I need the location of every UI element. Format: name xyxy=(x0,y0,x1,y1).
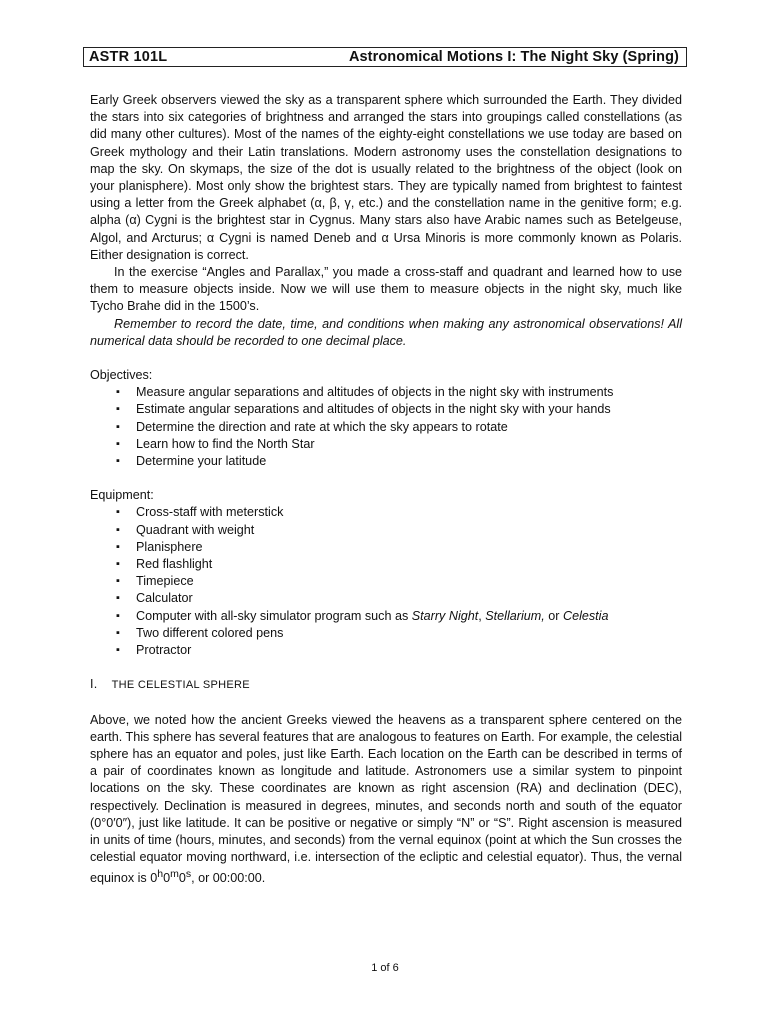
computer-text: Computer with all-sky simulator program such as xyxy=(136,608,412,623)
page-header xyxy=(83,47,687,67)
equipment-item-computer xyxy=(116,608,682,625)
equipment-item: ▪ Planisphere xyxy=(116,539,682,556)
section-number: I. xyxy=(90,677,98,692)
app-starry-night: Starry Night xyxy=(411,608,479,623)
lab-title: Astronomical Motions I: The Night Sky (Spring) xyxy=(348,49,679,65)
equipment-item: ▪ Two different colored pens xyxy=(116,625,682,642)
equipment-item: ▪ Protractor xyxy=(116,642,682,659)
section-title: THE CELESTIAL SPHERE xyxy=(111,679,250,692)
page-number: 1 of 6 xyxy=(371,962,399,974)
separator: , xyxy=(478,608,486,623)
section1-text: Above, we noted how the ancient Greeks viewed the heavens as a transparent sphere centered on the earth. This sphere has several features that are analogous to features on Earth. For example, the celestial sphere has an equator and poles, just like Earth. Each location on the Earth can be described in terms of a pair of coordinates known as longitude and latitude. Astronomers use a similar system to pinpoint locations on the sky. These coordinates are known as right ascension (RA) and declination (DEC), respectively. Declination is measured in degrees, minutes, and seconds north and south of the equator (0°0′0″), just like latitude. It can be positive or negative or simply “N” or “S”. Right ascension is measured in units of time (hours, minutes, and seconds) from the vernal equinox (point at which the Sun crosses the celestial equator moving northward, i.e. intersection of the ecliptic and celestial equator). Thus, the vernal equinox is 0 xyxy=(90,712,682,886)
section-heading xyxy=(90,676,682,694)
course-code: ASTR 101L xyxy=(89,49,168,65)
equipment-heading: Equipment: xyxy=(90,488,154,503)
page-content xyxy=(90,92,682,888)
objectives-list xyxy=(90,384,682,470)
zero-minutes: 0 xyxy=(163,871,171,886)
equipment-item: ▪ Cross-staff with meterstick xyxy=(116,504,682,521)
objective-item: ▪ Measure angular separations and altitudes of objects in the night sky with instruments xyxy=(116,384,682,401)
objective-item: ▪ Determine your latitude xyxy=(116,453,682,470)
equipment-item: ▪ Timepiece xyxy=(116,573,682,590)
objective-item: ▪ Learn how to find the North Star xyxy=(116,436,682,453)
equipment-item: ▪ Red flashlight xyxy=(116,556,682,573)
sup-seconds: s xyxy=(185,868,192,881)
intro-paragraph-2: In the exercise “Angles and Parallax,” you made a cross-staff and quadrant and learned how to use them to measure objects inside. Now we will use them to measure objects in the night sky, much like Tycho Brahe did in the 1500’s. xyxy=(90,265,682,314)
objective-item: ▪ Determine the direction and rate at which the sky appears to rotate xyxy=(116,419,682,436)
separator: or xyxy=(544,608,563,623)
equipment-list xyxy=(90,504,682,659)
intro-paragraph-1: Early Greek observers viewed the sky as a transparent sphere which surrounded the Earth. They divided the stars into six categories of brightness and arranged the stars into groupings called constellations (as did many other cultures). Most of the names of the eighty-eight constellations we use today are based on Greek mythology and their Latin translations. Modern astronomy uses the constellation designations to map the sky. On skymaps, the size of the dot is usually related to the brightness of the object (look on your planisphere). Most only show the brightest stars. They are typically named from brightest to faintest using a letter from the Greek alphabet (α, β, γ, etc.) and the constellation name in the genitive form; e.g. alpha (α) Cygni is the brightest star in Cygnus. Many stars also have Arabic names such as Betelgeuse, Algol, and Arcturus; α Cygni is named Deneb and α Ursa Minoris is more commonly known as Polaris. Either designation is correct. xyxy=(90,93,682,262)
equipment-item: ▪ Quadrant with weight xyxy=(116,522,682,539)
objectives-heading: Objectives: xyxy=(90,368,153,383)
equipment-item: ▪ Calculator xyxy=(116,590,682,607)
section1-end: , or 00:00:00. xyxy=(191,871,266,886)
sup-hours: h xyxy=(157,868,164,881)
reminder-note: Remember to record the date, time, and conditions when making any astronomical observations! All numerical data should be recorded to one decimal place. xyxy=(90,316,682,348)
section1-body xyxy=(90,712,682,888)
sup-minutes: m xyxy=(170,868,179,881)
app-celestia: Celestia xyxy=(562,608,609,623)
app-stellarium: Stellarium, xyxy=(485,608,545,623)
objective-item: ▪ Estimate angular separations and altitudes of objects in the night sky with your hands xyxy=(116,401,682,418)
zero-seconds: 0 xyxy=(178,871,186,886)
